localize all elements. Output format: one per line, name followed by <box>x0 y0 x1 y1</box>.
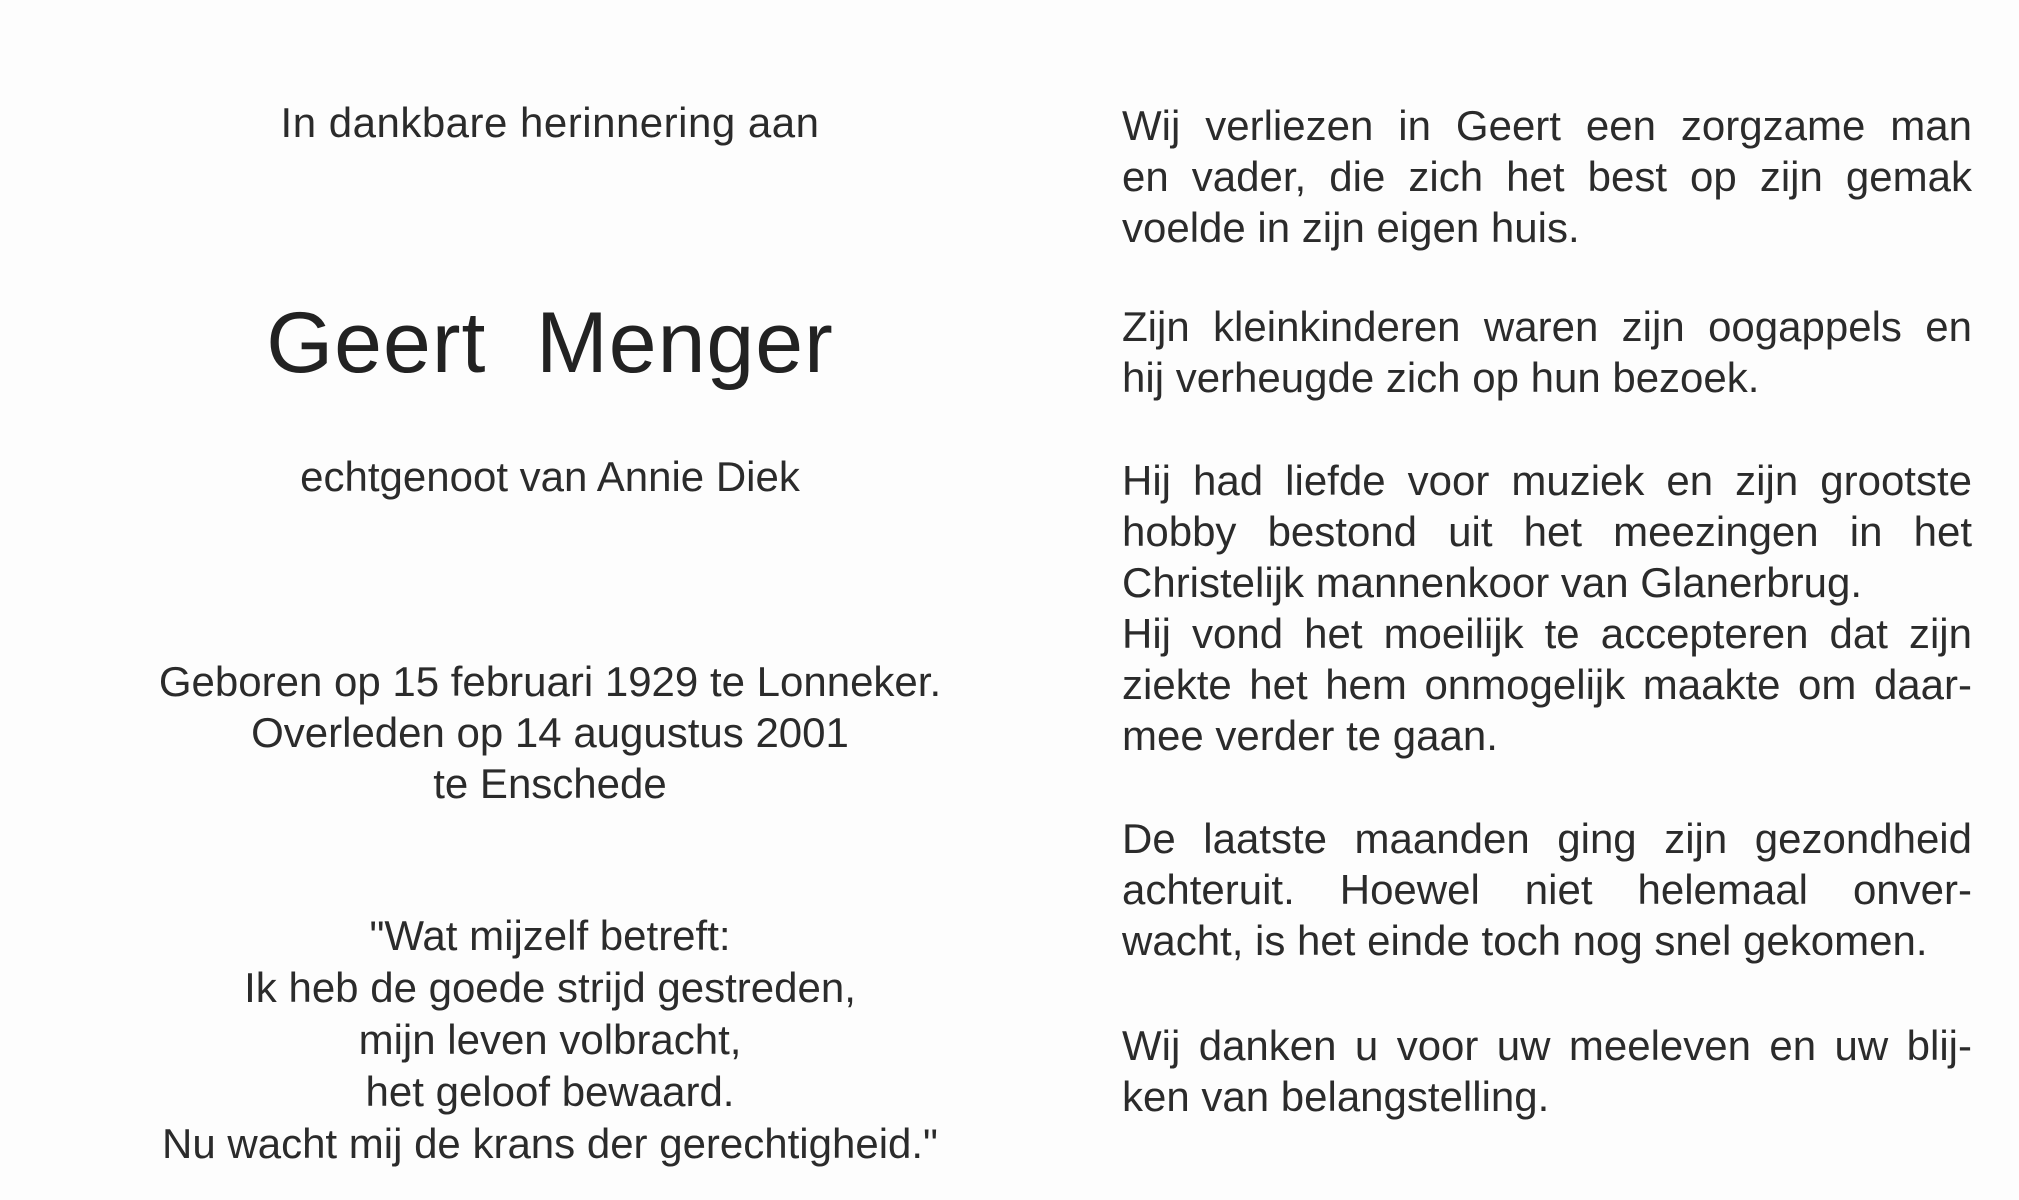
birth-line: Geboren op 15 februari 1929 te Lonneker. <box>158 658 942 705</box>
paragraph-line: Hij vond het moeilijk te accepteren dat zijn <box>1122 610 1972 657</box>
paragraph-line: voelde in zijn eigen huis. <box>1122 204 1580 251</box>
paragraph-line: Zijn kleinkinderen waren zijn oogappels en <box>1122 303 1972 350</box>
paragraph-line: hobby bestond uit het meezingen in het <box>1122 508 1972 555</box>
paragraph-music <box>1122 455 1972 761</box>
verse-line: "Wat mijzelf betreft: <box>369 912 731 959</box>
paragraph-line: De laatste maanden ging zijn gezondheid <box>1122 815 1972 862</box>
paragraph-line: ziekte het hem onmogelijk maakte om daar- <box>1122 661 1972 708</box>
paragraph-line: Christelijk mannenkoor van Glanerbrug. <box>1122 559 1863 606</box>
paragraph-line: Wij verliezen in Geert een zorgzame man <box>1122 102 1972 149</box>
verse-line: mijn leven volbracht, <box>358 1016 742 1063</box>
verse-line: Ik heb de goede strijd gestreden, <box>244 964 856 1011</box>
death-place-line: te Enschede <box>433 760 667 807</box>
paragraph-line: ken van belangstelling. <box>1122 1073 1550 1120</box>
bible-verse <box>100 910 1000 1170</box>
paragraph-thanks <box>1122 1020 1972 1122</box>
intro-text: In dankbare herinnering aan <box>280 99 820 146</box>
verse-line: Nu wacht mij de krans der gerechtigheid." <box>162 1120 938 1167</box>
paragraph-line: en vader, die zich het best op zijn gemak <box>1122 153 1972 200</box>
life-dates <box>100 656 1000 809</box>
paragraph-line: achteruit. Hoewel niet helemaal onver- <box>1122 866 1972 913</box>
paragraph-line: Hij had liefde voor muziek en zijn grootste <box>1122 457 1972 504</box>
paragraph-line: Wij danken u voor uw meeleven en uw blij- <box>1122 1022 1972 1069</box>
paragraph-grandchildren <box>1122 301 1972 403</box>
paragraph-caring-man <box>1122 100 1972 253</box>
paragraph-health <box>1122 813 1972 966</box>
verse-line: het geloof bewaard. <box>365 1068 735 1115</box>
spouse-line: echtgenoot van Annie Diek <box>300 453 800 500</box>
paragraph-line: wacht, is het einde toch nog snel gekomen. <box>1122 917 1928 964</box>
paragraph-line: mee verder te gaan. <box>1122 712 1498 759</box>
paragraph-line: hij verheugde zich op hun bezoek. <box>1122 354 1760 401</box>
deceased-name: Geert Menger <box>266 295 834 391</box>
death-line: Overleden op 14 augustus 2001 <box>251 709 849 756</box>
